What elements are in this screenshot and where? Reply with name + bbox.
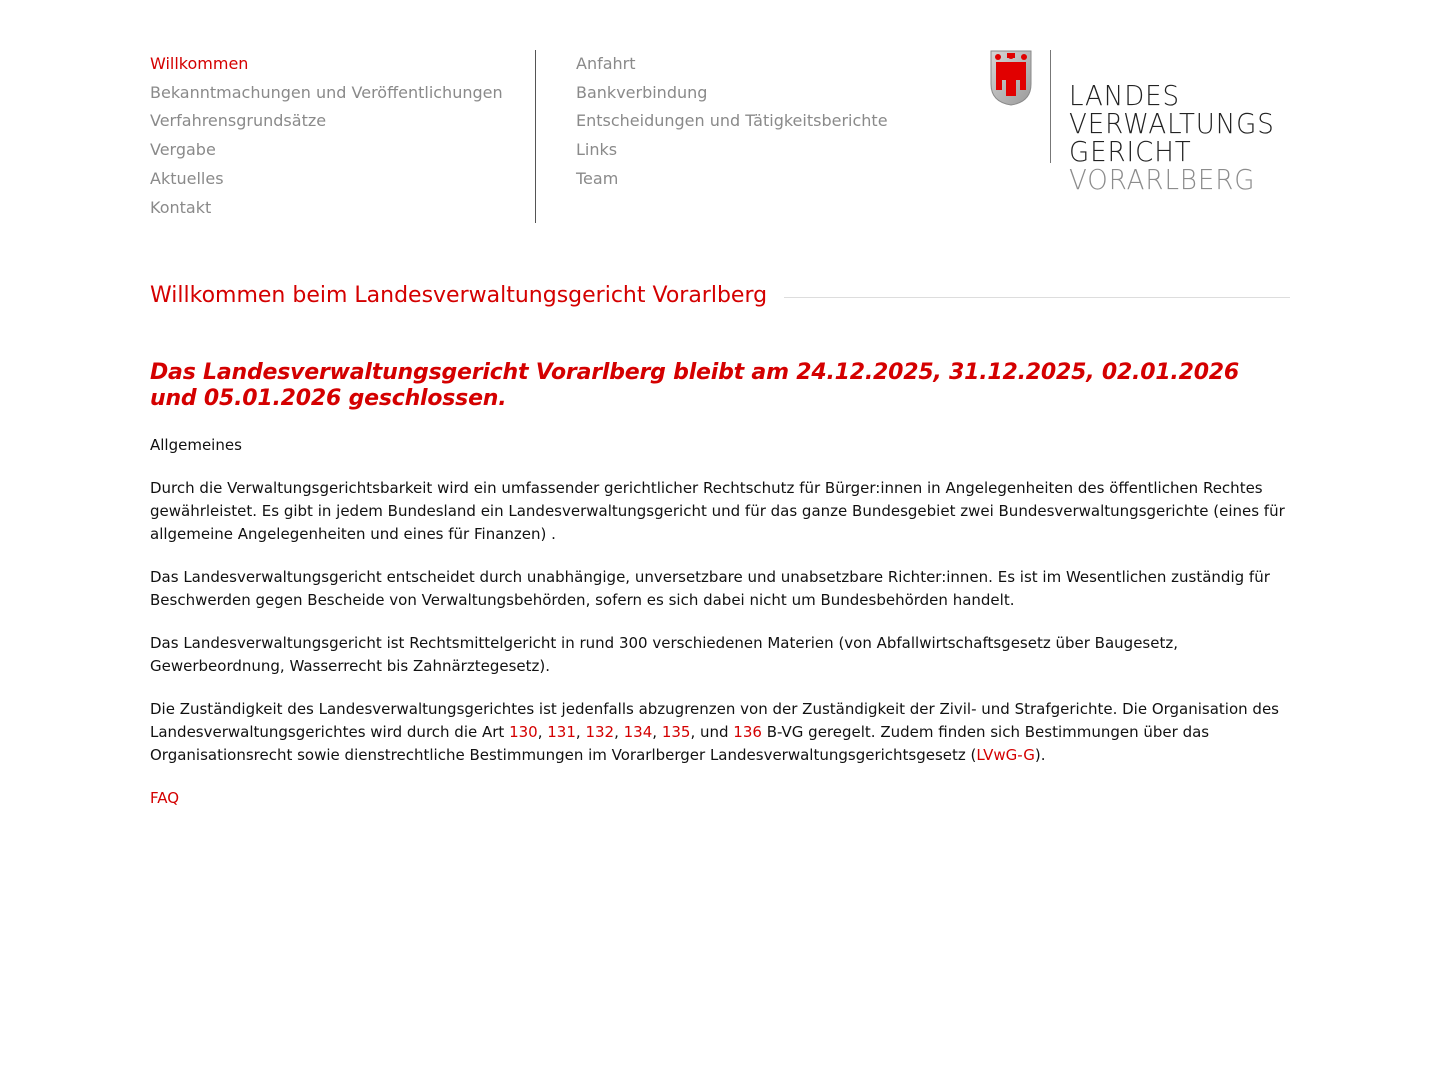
link-art-135[interactable]: 135 [661, 723, 691, 741]
section-subheading: Allgemeines [150, 436, 242, 454]
nav-item-bankverbindung[interactable]: Bankverbindung [576, 82, 708, 102]
faq-link[interactable]: FAQ [150, 789, 180, 807]
paragraph-4-text-3: ). [1034, 746, 1046, 764]
separator: , und [690, 723, 734, 741]
logo-line-verwaltungs: VERWALTUNGS [1069, 107, 1275, 140]
separator: , [652, 723, 662, 741]
nav-item-willkommen[interactable]: Willkommen [150, 54, 249, 73]
nav-item-verfahrensgrundsaetze[interactable]: Verfahrensgrundsätze [150, 111, 327, 131]
logo-line-vorarlberg: VORARLBERG [1069, 163, 1256, 196]
nav-item-aktuelles[interactable]: Aktuelles [150, 168, 224, 188]
separator: , [614, 723, 624, 741]
nav-item-anfahrt[interactable]: Anfahrt [576, 54, 636, 73]
nav-item-team[interactable]: Team [576, 168, 619, 188]
page-title: Willkommen beim Landesverwaltungsgericht Vorarlberg [150, 283, 768, 308]
main-nav-left [150, 50, 535, 222]
main-content [150, 434, 1290, 830]
paragraph-1: Durch die Verwaltungsgerichtsbarkeit wird ein umfassender gerichtlicher Rechtschutz für Bürger:innen in Angelegenheiten des öffentlichen Rechtes gewährleistet. Es gibt in jedem Bundesland ein Landesverwaltungsgericht und für das ganze Bundesgebiet zwei Bundesverwaltungsgerichte (eines für allgemeine Angelegenheiten und eines für Finanzen) . [150, 479, 1285, 543]
paragraph-2: Das Landesverwaltungsgericht entscheidet durch unabhängige, unversetzbare und unabsetzbare Richter:innen. Es ist im Wesentlichen zuständig für Beschwerden gegen Bescheide von Verwaltungsbehörden, sofern es sich dabei nicht um Bundesbehörden handelt. [150, 568, 1270, 609]
logo-line-gericht: GERICHT [1069, 135, 1192, 168]
link-art-134[interactable]: 134 [623, 723, 653, 741]
nav-divider [535, 50, 536, 223]
logo-divider [1050, 50, 1051, 163]
paragraph-4-text-1: Die Zuständigkeit des Landesverwaltungsgerichtes ist jedenfalls abzugrenzen von der Zuständigkeit der Zivil- und Strafgerichte. Die Organisation des Landesverwaltungsgerichtes wird durch die Art [150, 700, 1279, 741]
nav-item-kontakt[interactable]: Kontakt [150, 197, 212, 217]
paragraph-3: Das Landesverwaltungsgericht ist Rechtsmittelgericht in rund 300 verschiedenen Materien (von Abfallwirtschaftsgesetz über Baugesetz, Gewerbeordnung, Wasserrecht bis Zahnärztegesetz). [150, 634, 1178, 675]
link-art-130[interactable]: 130 [509, 723, 538, 741]
faq-row [150, 787, 1290, 810]
coat-of-arms-icon[interactable] [990, 50, 1032, 106]
link-art-131[interactable]: 131 [547, 723, 576, 741]
nav-item-vergabe[interactable]: Vergabe [150, 140, 216, 160]
logo-line-landes: LANDES [1069, 79, 1181, 112]
logo-wordmark[interactable] [1069, 79, 1290, 196]
heading-rule [784, 297, 1290, 298]
nav-item-bekanntmachungen[interactable]: Bekanntmachungen und Veröffentlichungen [150, 82, 503, 102]
page-heading-row [150, 283, 1290, 308]
closure-notice: Das Landesverwaltungsgericht Vorarlberg bleibt am 24.12.2025, 31.12.2025, 02.01.2026 und 05.01.2026 geschlossen. [150, 360, 1240, 411]
paragraph-4 [150, 698, 1290, 767]
paragraph-4-text-2: B-VG geregelt. Zudem finden sich Bestimmungen über das Organisationsrecht sowie dienstrechtliche Bestimmungen im Vorarlberger Landesverwaltungsgerichtsgesetz ( [150, 723, 1210, 764]
link-art-132[interactable]: 132 [585, 723, 615, 741]
link-lvwg-g[interactable]: LVwG-G [976, 746, 1035, 764]
nav-item-entscheidungen[interactable]: Entscheidungen und Tätigkeitsberichte [576, 111, 888, 131]
link-art-136[interactable]: 136 [733, 723, 762, 741]
main-nav-right [576, 50, 956, 194]
nav-item-links[interactable]: Links [576, 140, 618, 160]
separator: , [575, 723, 586, 741]
separator: , [537, 723, 548, 741]
